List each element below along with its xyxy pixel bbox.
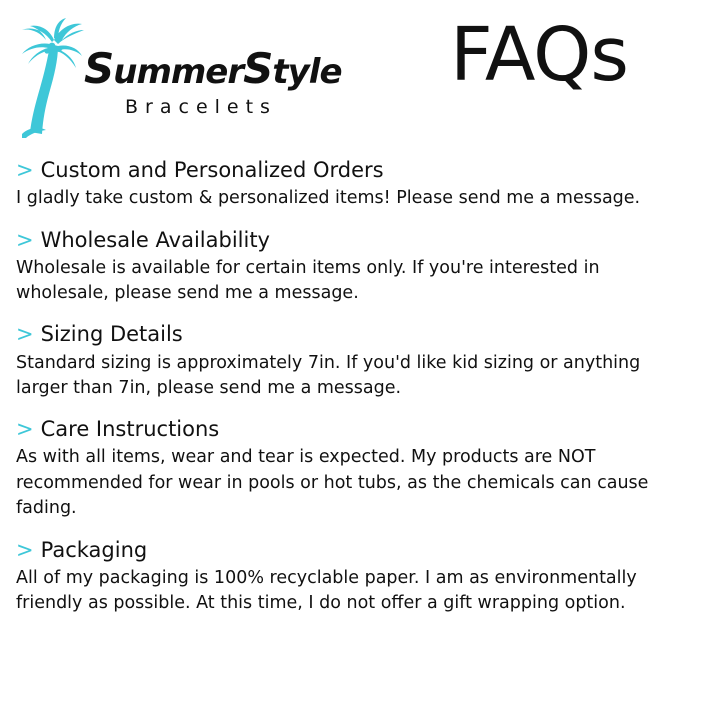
faq-item xyxy=(16,322,704,401)
faq-item xyxy=(16,158,704,212)
faq-list xyxy=(16,158,704,632)
brand-tyle: tyle xyxy=(272,52,342,92)
page-title: FAQs xyxy=(450,12,628,98)
faq-question xyxy=(16,228,704,252)
chevron-right-icon: > xyxy=(16,322,34,347)
faq-item xyxy=(16,417,704,521)
chevron-right-icon: > xyxy=(16,537,34,562)
faq-question-text: Packaging xyxy=(40,537,148,562)
faq-question xyxy=(16,322,704,346)
faq-question xyxy=(16,417,704,441)
brand-logo xyxy=(14,18,342,138)
brand-subtitle: Bracelets xyxy=(125,96,277,118)
brand-name-line xyxy=(84,44,342,93)
faq-answer: Standard sizing is approximately 7in. If you'd like kid sizing or anything larger than 7in, please send me a message. xyxy=(16,352,641,398)
faq-question xyxy=(16,158,704,182)
faq-question-text: Wholesale Availability xyxy=(40,227,270,252)
chevron-right-icon: > xyxy=(16,227,34,252)
faq-answer: Wholesale is available for certain items only. If you're interested in wholesale, please send me a message. xyxy=(16,257,600,304)
brand-ummer: ummer xyxy=(113,52,244,92)
faq-item xyxy=(16,538,704,617)
faq-answer: All of my packaging is 100% recyclable paper. I am as environmentally friendly as possible. At this time, I do not offer a gift wrapping option. xyxy=(16,567,637,614)
faq-question xyxy=(16,538,704,562)
faq-question-text: Custom and Personalized Orders xyxy=(40,158,384,182)
chevron-right-icon: > xyxy=(16,158,34,182)
brand-wordmark xyxy=(84,44,342,118)
brand-cap-s2: S xyxy=(243,44,273,93)
brand-cap-s1: S xyxy=(84,44,114,93)
faq-question-text: Care Instructions xyxy=(40,417,220,442)
page-header xyxy=(0,0,720,148)
palm-tree-icon xyxy=(14,18,84,138)
chevron-right-icon: > xyxy=(16,417,34,442)
faq-item xyxy=(16,228,704,307)
faq-answer: I gladly take custom & personalized items! Please send me a message. xyxy=(16,188,641,209)
faq-question-text: Sizing Details xyxy=(40,322,183,347)
faq-answer: As with all items, wear and tear is expected. My products are NOT recommended for wear in pools or hot tubs, as the chemicals can cause fading. xyxy=(16,447,649,519)
